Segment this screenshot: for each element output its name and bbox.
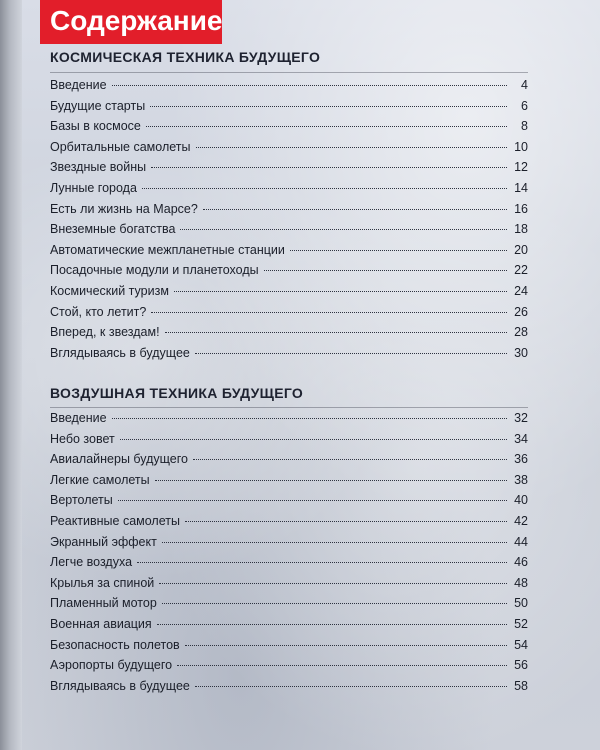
toc-entry-title: Посадочные модули и планетоходы — [50, 263, 259, 278]
dot-leader — [146, 126, 507, 127]
dot-leader — [157, 624, 507, 625]
dot-leader — [112, 85, 507, 86]
toc-entry[interactable] — [50, 679, 528, 700]
toc-entry[interactable] — [50, 555, 528, 576]
dot-leader — [290, 250, 507, 251]
toc-entry[interactable] — [50, 452, 528, 473]
toc-entry[interactable] — [50, 617, 528, 638]
toc-entry-page-number: 56 — [514, 658, 528, 673]
toc-entry-page-number: 52 — [514, 616, 528, 631]
dot-leader — [151, 312, 507, 313]
toc-entry[interactable] — [50, 263, 528, 284]
toc-entry-title: Лунные города — [50, 180, 137, 195]
dot-leader — [155, 480, 507, 481]
section-divider — [50, 407, 528, 408]
toc-entry-title: Крылья за спиной — [50, 575, 155, 590]
toc-entry[interactable] — [50, 222, 528, 243]
dot-leader — [142, 188, 507, 189]
toc-entry-title: Вглядываясь в будущее — [50, 678, 190, 693]
toc-entry-page-number: 40 — [514, 493, 528, 508]
toc-entry-page-number: 30 — [514, 345, 528, 360]
dot-leader — [120, 439, 507, 440]
dot-leader — [177, 665, 507, 666]
toc-entry-page-number: 4 — [521, 78, 528, 92]
dot-leader — [162, 542, 507, 543]
toc-entry-page-number: 46 — [514, 555, 528, 570]
toc-entry[interactable] — [50, 432, 528, 453]
toc-entry-title: Реактивные самолеты — [50, 513, 180, 528]
dot-leader — [151, 167, 507, 168]
dot-leader — [137, 562, 507, 563]
toc-entry-title: Легче воздуха — [50, 555, 133, 570]
toc-entry[interactable] — [50, 493, 528, 514]
dot-leader — [185, 521, 507, 522]
section-divider — [50, 72, 528, 73]
toc-entry-title: Внеземные богатства — [50, 222, 176, 237]
toc-entry[interactable] — [50, 99, 528, 120]
page-title: Содержание — [40, 0, 222, 44]
toc-entry[interactable] — [50, 284, 528, 305]
toc-entry[interactable] — [50, 243, 528, 264]
toc-entry-page-number: 14 — [514, 180, 528, 195]
toc-list-space — [50, 78, 528, 366]
toc-entry[interactable] — [50, 202, 528, 223]
toc-entry[interactable] — [50, 140, 528, 161]
toc-entry[interactable] — [50, 535, 528, 556]
toc-entry-page-number: 44 — [514, 534, 528, 549]
toc-entry[interactable] — [50, 411, 528, 432]
toc-entry-page-number: 38 — [514, 472, 528, 487]
section-heading-air: ВОЗДУШНАЯ ТЕХНИКА БУДУЩЕГО — [50, 385, 304, 401]
toc-entry-page-number: 58 — [514, 678, 528, 693]
toc-entry[interactable] — [50, 305, 528, 326]
toc-entry-title: Аэропорты будущего — [50, 658, 173, 673]
book-spine-shadow — [0, 0, 22, 750]
toc-entry-title: Небо зовет — [50, 431, 115, 446]
toc-entry[interactable] — [50, 346, 528, 367]
toc-entry-title: Будущие старты — [50, 98, 146, 113]
toc-entry-page-number: 16 — [514, 201, 528, 216]
toc-entry-title: Экранный эффект — [50, 534, 157, 549]
toc-entry-page-number: 8 — [521, 119, 528, 134]
dot-leader — [150, 106, 507, 107]
toc-entry[interactable] — [50, 576, 528, 597]
dot-leader — [180, 229, 507, 230]
toc-entry-page-number: 20 — [514, 242, 528, 257]
toc-entry-title: Космический туризм — [50, 283, 169, 298]
toc-entry[interactable] — [50, 78, 528, 99]
toc-entry-title: Вглядываясь в будущее — [50, 345, 190, 360]
toc-entry[interactable] — [50, 181, 528, 202]
dot-leader — [196, 147, 508, 148]
toc-entry[interactable] — [50, 638, 528, 659]
dot-leader — [185, 645, 507, 646]
toc-entry-page-number: 22 — [514, 263, 528, 278]
toc-entry-page-number: 26 — [514, 304, 528, 319]
dot-leader — [112, 418, 507, 419]
toc-entry-page-number: 34 — [514, 431, 528, 446]
toc-entry-title: Орбитальные самолеты — [50, 139, 191, 154]
toc-entry-page-number: 24 — [514, 283, 528, 298]
toc-entry-title: Автоматические межпланетные станции — [50, 242, 285, 257]
toc-entry[interactable] — [50, 596, 528, 617]
toc-entry-page-number: 54 — [514, 637, 528, 652]
section-heading-space: КОСМИЧЕСКАЯ ТЕХНИКА БУДУЩЕГО — [50, 49, 321, 65]
toc-entry[interactable] — [50, 473, 528, 494]
toc-entry-page-number: 36 — [514, 452, 528, 467]
toc-entry-title: Безопасность полетов — [50, 637, 180, 652]
toc-entry-title: Вперед, к звездам! — [50, 325, 160, 340]
toc-entry-title: Вертолеты — [50, 493, 113, 508]
toc-entry-page-number: 18 — [514, 222, 528, 237]
toc-entry[interactable] — [50, 119, 528, 140]
dot-leader — [118, 500, 507, 501]
toc-entry-title: Военная авиация — [50, 616, 152, 631]
dot-leader — [195, 686, 507, 687]
toc-entry[interactable] — [50, 160, 528, 181]
toc-entry-page-number: 28 — [514, 325, 528, 340]
toc-entry-title: Легкие самолеты — [50, 472, 150, 487]
dot-leader — [195, 353, 507, 354]
toc-entry-title: Стой, кто летит? — [50, 304, 147, 319]
toc-entry-title: Звездные войны — [50, 160, 147, 175]
toc-entry-page-number: 32 — [514, 411, 528, 425]
toc-entry-page-number: 10 — [514, 139, 528, 154]
toc-entry[interactable] — [50, 325, 528, 346]
toc-entry[interactable] — [50, 658, 528, 679]
toc-list-air — [50, 411, 528, 699]
toc-entry-title: Пламенный мотор — [50, 596, 157, 611]
dot-leader — [165, 332, 507, 333]
toc-entry-page-number: 48 — [514, 575, 528, 590]
dot-leader — [159, 583, 507, 584]
toc-entry-title: Базы в космосе — [50, 119, 141, 134]
toc-entry-page-number: 12 — [514, 160, 528, 175]
dot-leader — [162, 603, 507, 604]
toc-entry-title: Авиалайнеры будущего — [50, 452, 189, 467]
dot-leader — [193, 459, 507, 460]
toc-entry-page-number: 50 — [514, 596, 528, 611]
toc-entry-page-number: 42 — [514, 513, 528, 528]
dot-leader — [264, 270, 507, 271]
toc-entry-page-number: 6 — [521, 98, 528, 113]
toc-entry-title: Введение — [50, 78, 107, 92]
dot-leader — [174, 291, 507, 292]
toc-entry-title: Есть ли жизнь на Марсе? — [50, 201, 198, 216]
dot-leader — [203, 209, 507, 210]
toc-entry[interactable] — [50, 514, 528, 535]
toc-entry-title: Введение — [50, 411, 107, 425]
